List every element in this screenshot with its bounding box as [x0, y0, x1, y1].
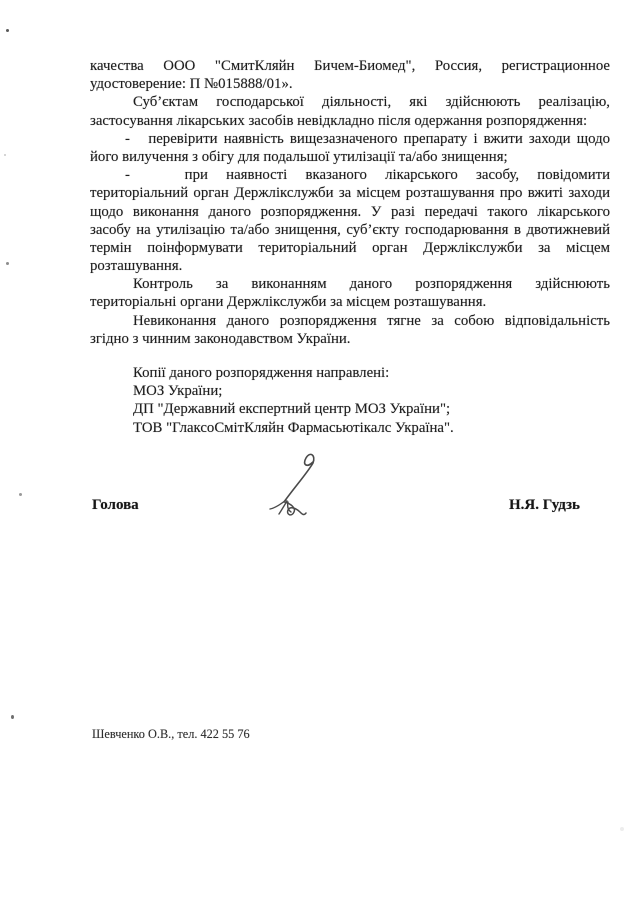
- copies-list-item: ДП "Державний експертний центр МОЗ України";: [133, 401, 451, 418]
- document-text-line: щодо виконання даного розпорядження. У разі передачі такого лікарського: [90, 203, 610, 220]
- copies-list-heading: Копії даного розпорядження направлені:: [133, 365, 390, 381]
- document-text-line: удостоверение: П №015888/01».: [90, 76, 293, 93]
- document-text-line: територіальні органи Держлікслужби за місцем розташування.: [90, 294, 487, 311]
- scan-speck: [4, 154, 6, 156]
- scan-speck: [6, 29, 9, 32]
- document-text-line: термін поінформувати територіальний орган Держлікслужби за місцем: [90, 239, 610, 256]
- contact-footer: Шевченко О.В., тел. 422 55 76: [92, 727, 250, 741]
- scan-speck: [11, 715, 14, 719]
- signatory-title: Голова: [92, 497, 139, 513]
- document-list-dash-line: - перевірити наявність вищезазначеного препарату і вжити заходи щодо: [125, 130, 610, 147]
- copies-list-item: ТОВ "ГлаксоСмітКляйн Фармасьютікалс Україна".: [133, 419, 454, 436]
- document-text-line: застосування лікарських засобів невідкладно після одержання розпорядження:: [90, 112, 588, 129]
- document-list-dash-line: - при наявності вказаного лікарського засобу, повідомити: [125, 167, 610, 184]
- document-text-line: розташування.: [90, 258, 183, 275]
- document-text-line: засобу на утилізацію та/або знищення, суб’єкту господарювання в двотижневий: [90, 221, 610, 238]
- signatory-name: Н.Я. Гудзь: [508, 497, 580, 513]
- document-text-line: згідно з чинним законодавством України.: [90, 330, 351, 347]
- document-text-line: Контроль за виконанням даного розпорядження здійснюють: [133, 276, 610, 293]
- scan-speck: [6, 262, 9, 265]
- scan-speck: [19, 493, 22, 496]
- handwritten-signature: [260, 450, 324, 520]
- document-text-line: Суб’єктам господарської діяльності, які здійснюють реалізацію,: [133, 94, 610, 111]
- document-text-line: качества ООО "СмитКляйн Бичем-Биомед", Россия, регистрационное: [90, 58, 610, 74]
- copies-distribution-list: [133, 364, 603, 437]
- copies-list-item: МОЗ України;: [133, 383, 223, 400]
- scan-speck: [620, 827, 624, 831]
- document-body: [90, 57, 610, 348]
- document-text-line: Невиконання даного розпорядження тягне за собою відповідальність: [133, 312, 610, 329]
- document-text-line: його вилучення з обігу для подальшої утилізації та/або знищення;: [90, 148, 508, 165]
- document-text-line: територіальний орган Держлікслужби за місцем розташування про вжиті заходи: [90, 185, 610, 202]
